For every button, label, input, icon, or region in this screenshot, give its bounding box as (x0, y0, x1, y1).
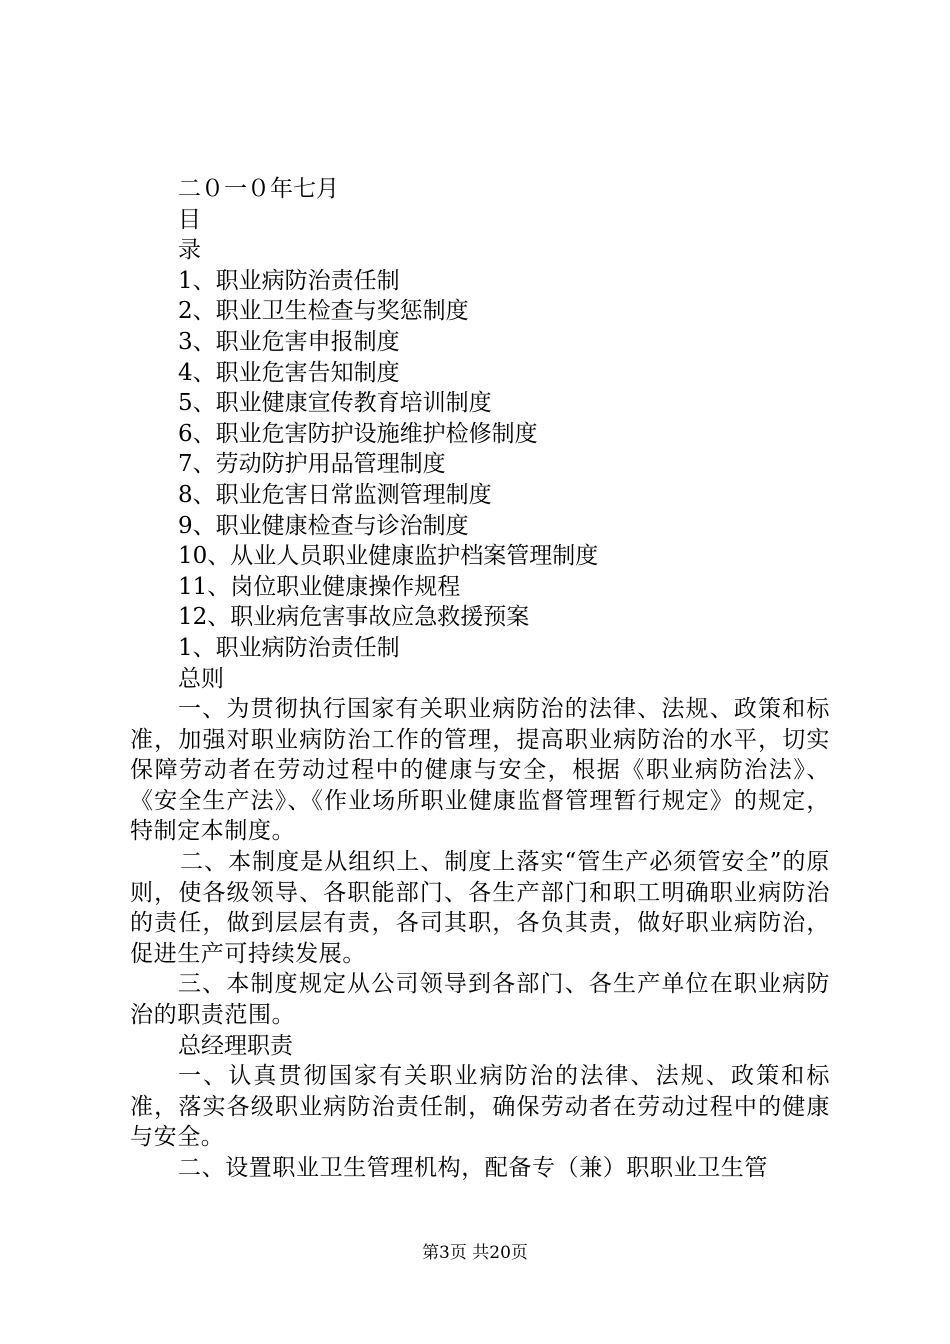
toc-item: 1、职业病防治责任制 (178, 267, 400, 294)
toc-item: 6、职业危害防护设施维护检修制度 (178, 420, 538, 447)
toc-item: 9、职业健康检查与诊治制度 (178, 512, 469, 539)
document-date: 二０一０年七月 (178, 176, 339, 202)
page-footer: 第3页 共20页 (422, 1243, 528, 1263)
toc-item: 2、职业卫生检查与奖惩制度 (178, 298, 469, 325)
toc-item: 5、职业健康宣传教育培训制度 (178, 390, 492, 417)
general-paragraph: 二、本制度是从组织上、制度上落实“管生产必须管安全”的原则，使各级领导、各职能部门、各生产部门和职工明确职业病防治的责任，做到层层有责，各司其职，各负其责，做好职业病防治，促进生产可持续发展。 (130, 849, 830, 967)
document-body (130, 174, 830, 1184)
gm-duties-paragraph: 二、设置职业卫生管理机构，配备专（兼）职职业卫生管 (178, 1155, 768, 1181)
toc-item: 3、职业危害申报制度 (178, 328, 400, 355)
section-title: 1、职业病防治责任制 (178, 634, 400, 661)
general-paragraph: 三、本制度规定从公司领导到各部门、各生产单位在职业病防治的职责范围。 (130, 971, 830, 1029)
general-paragraph: 一、为贯彻执行国家有关职业病防治的法律、法规、政策和标准，加强对职业病防治工作的管理，提高职业病防治的水平，切实保障劳动者在劳动过程中的健康与安全，根据《职业病防治法》、《安全生产法》、《作业场所职业健康监督管理暂行规定》的规定，特制定本制度。 (130, 696, 830, 845)
toc-item: 7、劳动防护用品管理制度 (178, 451, 446, 478)
toc-heading-part-1: 目 (178, 206, 201, 233)
toc-item: 8、职业危害日常监测管理制度 (178, 481, 492, 508)
toc-item: 10、从业人员职业健康监护档案管理制度 (178, 543, 599, 570)
gm-duties-heading: 总经理职责 (178, 1032, 293, 1059)
toc-item: 4、职业危害告知制度 (178, 359, 400, 386)
gm-duties-paragraph: 一、认真贯彻国家有关职业病防治的法律、法规、政策和标准，落实各级职业病防治责任制，确保劳动者在劳动过程中的健康与安全。 (130, 1063, 830, 1151)
toc-item: 11、岗位职业健康操作规程 (178, 573, 461, 600)
general-heading: 总则 (178, 665, 224, 692)
toc-item: 12、职业病危害事故应急救援预案 (178, 604, 530, 631)
toc-heading-part-2: 录 (178, 237, 201, 264)
